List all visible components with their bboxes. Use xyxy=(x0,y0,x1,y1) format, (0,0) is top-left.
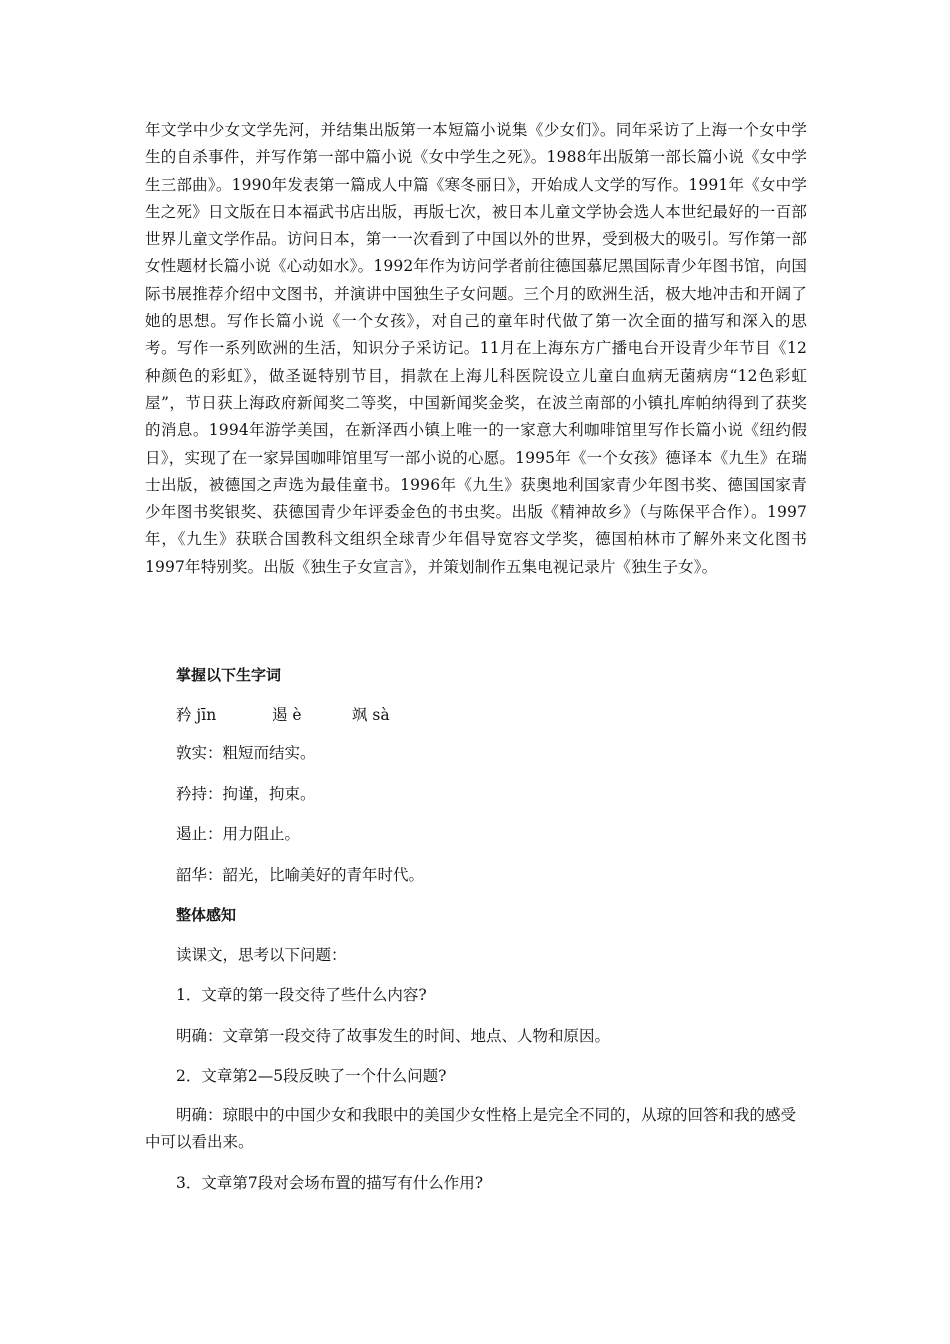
overview-heading: 整体感知 xyxy=(176,906,237,924)
biography-paragraph: 年文学中少女文学先河，并结集出版第一本短篇小说集《少女们》。同年采访了上海一个女中学生的自杀事件，并写作第一部中篇小说《女中学生之死》。1988年出版第一部长篇小说《女中学生三部曲》。1990年发表第一篇成人中篇《寒冬丽日》，开始成人文学的写作。1991年《女中学生之死》日文版在日本福武书店出版，再版七次，被日本儿童文学协会选人本世纪最好的一百部世界儿童文学作品。访问日本，第一一次看到了中国以外的世界，受到极大的吸引。写作第一部女性题材长篇小说《心动如水》。1992年作为访问学者前往德国慕尼黑国际青少年图书馆，向国际书展推荐介绍中文图书，并演讲中国独生子女问题。三个月的欧洲生活，极大地冲击和开阔了她的思想。写作长篇小说《一个女孩》，对自己的童年时代做了第一次全面的描写和深入的思考。写作一系列欧洲的生活，知识分子采访记。11月在上海东方广播电台开设青少年节目《12种颜色的彩虹》，做圣诞特别节目，捐款在上海儿科医院设立儿童白血病无菌病房“12色彩虹屋”，节日获上海政府新闻奖二等奖，中国新闻奖金奖，在波兰南部的小镇扎库帕纳得到了获奖的消息。1994年游学美国，在新泽西小镇上唯一的一家意大利咖啡馆里写作长篇小说《纽约假日》，实现了在一家异国咖啡馆里写一部小说的心愿。1995年《一个女孩》德译本《九生》在瑞士出版，被德国之声选为最佳童书。1996年《九生》获奥地利国家青少年图书奖、德国国家青少年图书奖银奖、获德国青少年评委金色的书虫奖。出版《精神故乡》（与陈保平合作）。1997年，《九生》获联合国教科文组织全球青少年倡导宽容文学奖，德国柏林市了解外来文化图书1997年特别奖。出版《独生子女宣言》，并策划制作五集电视记录片《独生子女》。 xyxy=(145,121,807,576)
definition-item: 遏止：用力阻止。 xyxy=(176,825,301,843)
answer-2: 明确：琼眼中的中国少女和我眼中的美国少女性格上是完全不同的，从琼的回答和我的感受中可以看出来。 xyxy=(145,1106,797,1151)
vocab-pinyin-item: 矜 jīn xyxy=(176,706,217,724)
question-2: 2．文章第2—5段反映了一个什么问题? xyxy=(176,1067,447,1085)
vocab-heading: 掌握以下生字词 xyxy=(176,666,282,684)
vocab-pinyin-row xyxy=(176,704,838,726)
question-1: 1．文章的第一段交待了些什么内容? xyxy=(176,986,427,1004)
vocab-pinyin-item: 飒 sà xyxy=(352,706,390,724)
definition-item: 矜持：拘谨，拘束。 xyxy=(176,785,316,803)
answer-1: 明确：文章第一段交待了故事发生的时间、地点、人物和原因。 xyxy=(176,1027,611,1045)
definition-item: 韶华：韶光，比喻美好的青年时代。 xyxy=(176,866,425,884)
question-3: 3．文章第7段对会场布置的描写有什么作用? xyxy=(176,1174,484,1192)
vocab-pinyin-item: 遏 è xyxy=(272,706,302,724)
overview-intro: 读课文，思考以下问题： xyxy=(176,946,347,964)
definition-item: 敦实：粗短而结实。 xyxy=(176,744,316,762)
